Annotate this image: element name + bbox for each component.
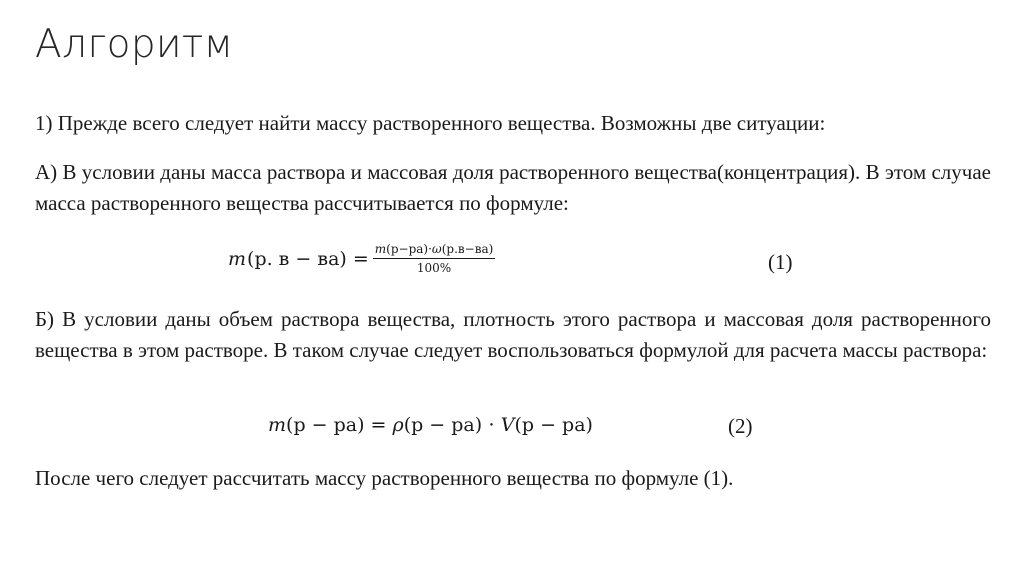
formula-1-denominator: 100%: [416, 261, 452, 275]
formula-1-num-arg-1: (р−ра)·: [386, 242, 432, 256]
formula-2-var-m: m: [268, 414, 287, 436]
formula-1: [228, 242, 495, 275]
case-a-text: А) В условии даны масса раствора и массовая доля растворенного вещества(концентрация). В этом случае масса растворенного вещества рассчитывается по формуле:: [35, 160, 991, 215]
formula-2-arg-3: (р − ра): [514, 414, 593, 436]
formula-2-number: (2): [728, 414, 753, 438]
formula-1-lhs-var: m: [228, 247, 247, 270]
formula-2-arg-2: (р − ра) ⋅: [403, 414, 501, 436]
formula-2-var-rho: ρ: [392, 414, 404, 436]
formula-1-num-arg-2: (р.в−ва): [441, 242, 494, 256]
formula-2: [268, 414, 593, 436]
conclusion-text: После чего следует рассчитать массу растворенного вещества по формуле (1).: [35, 466, 734, 490]
formula-1-num-var-m: m: [374, 242, 387, 256]
formula-1-lhs-arg: (р. в − ва) =: [247, 247, 369, 270]
formula-1-num-var-omega: ω: [431, 242, 442, 256]
slide-title: Алгоритм: [35, 22, 234, 67]
step-1-text: 1) Прежде всего следует найти массу растворенного вещества. Возможны две ситуации:: [35, 111, 826, 135]
formula-2-arg-1: (р − ра) =: [286, 414, 393, 436]
formula-1-fraction: [373, 242, 496, 275]
formula-1-number: (1): [768, 250, 793, 274]
formula-1-numerator: [373, 242, 496, 259]
formula-2-var-v: V: [500, 414, 515, 436]
case-b-text: Б) В условии даны объем раствора вещества, плотность этого раствора и массовая доля растворенного вещества в этом растворе. В таком случае следует воспользоваться формулой для расчета массы раствора:: [35, 307, 991, 362]
